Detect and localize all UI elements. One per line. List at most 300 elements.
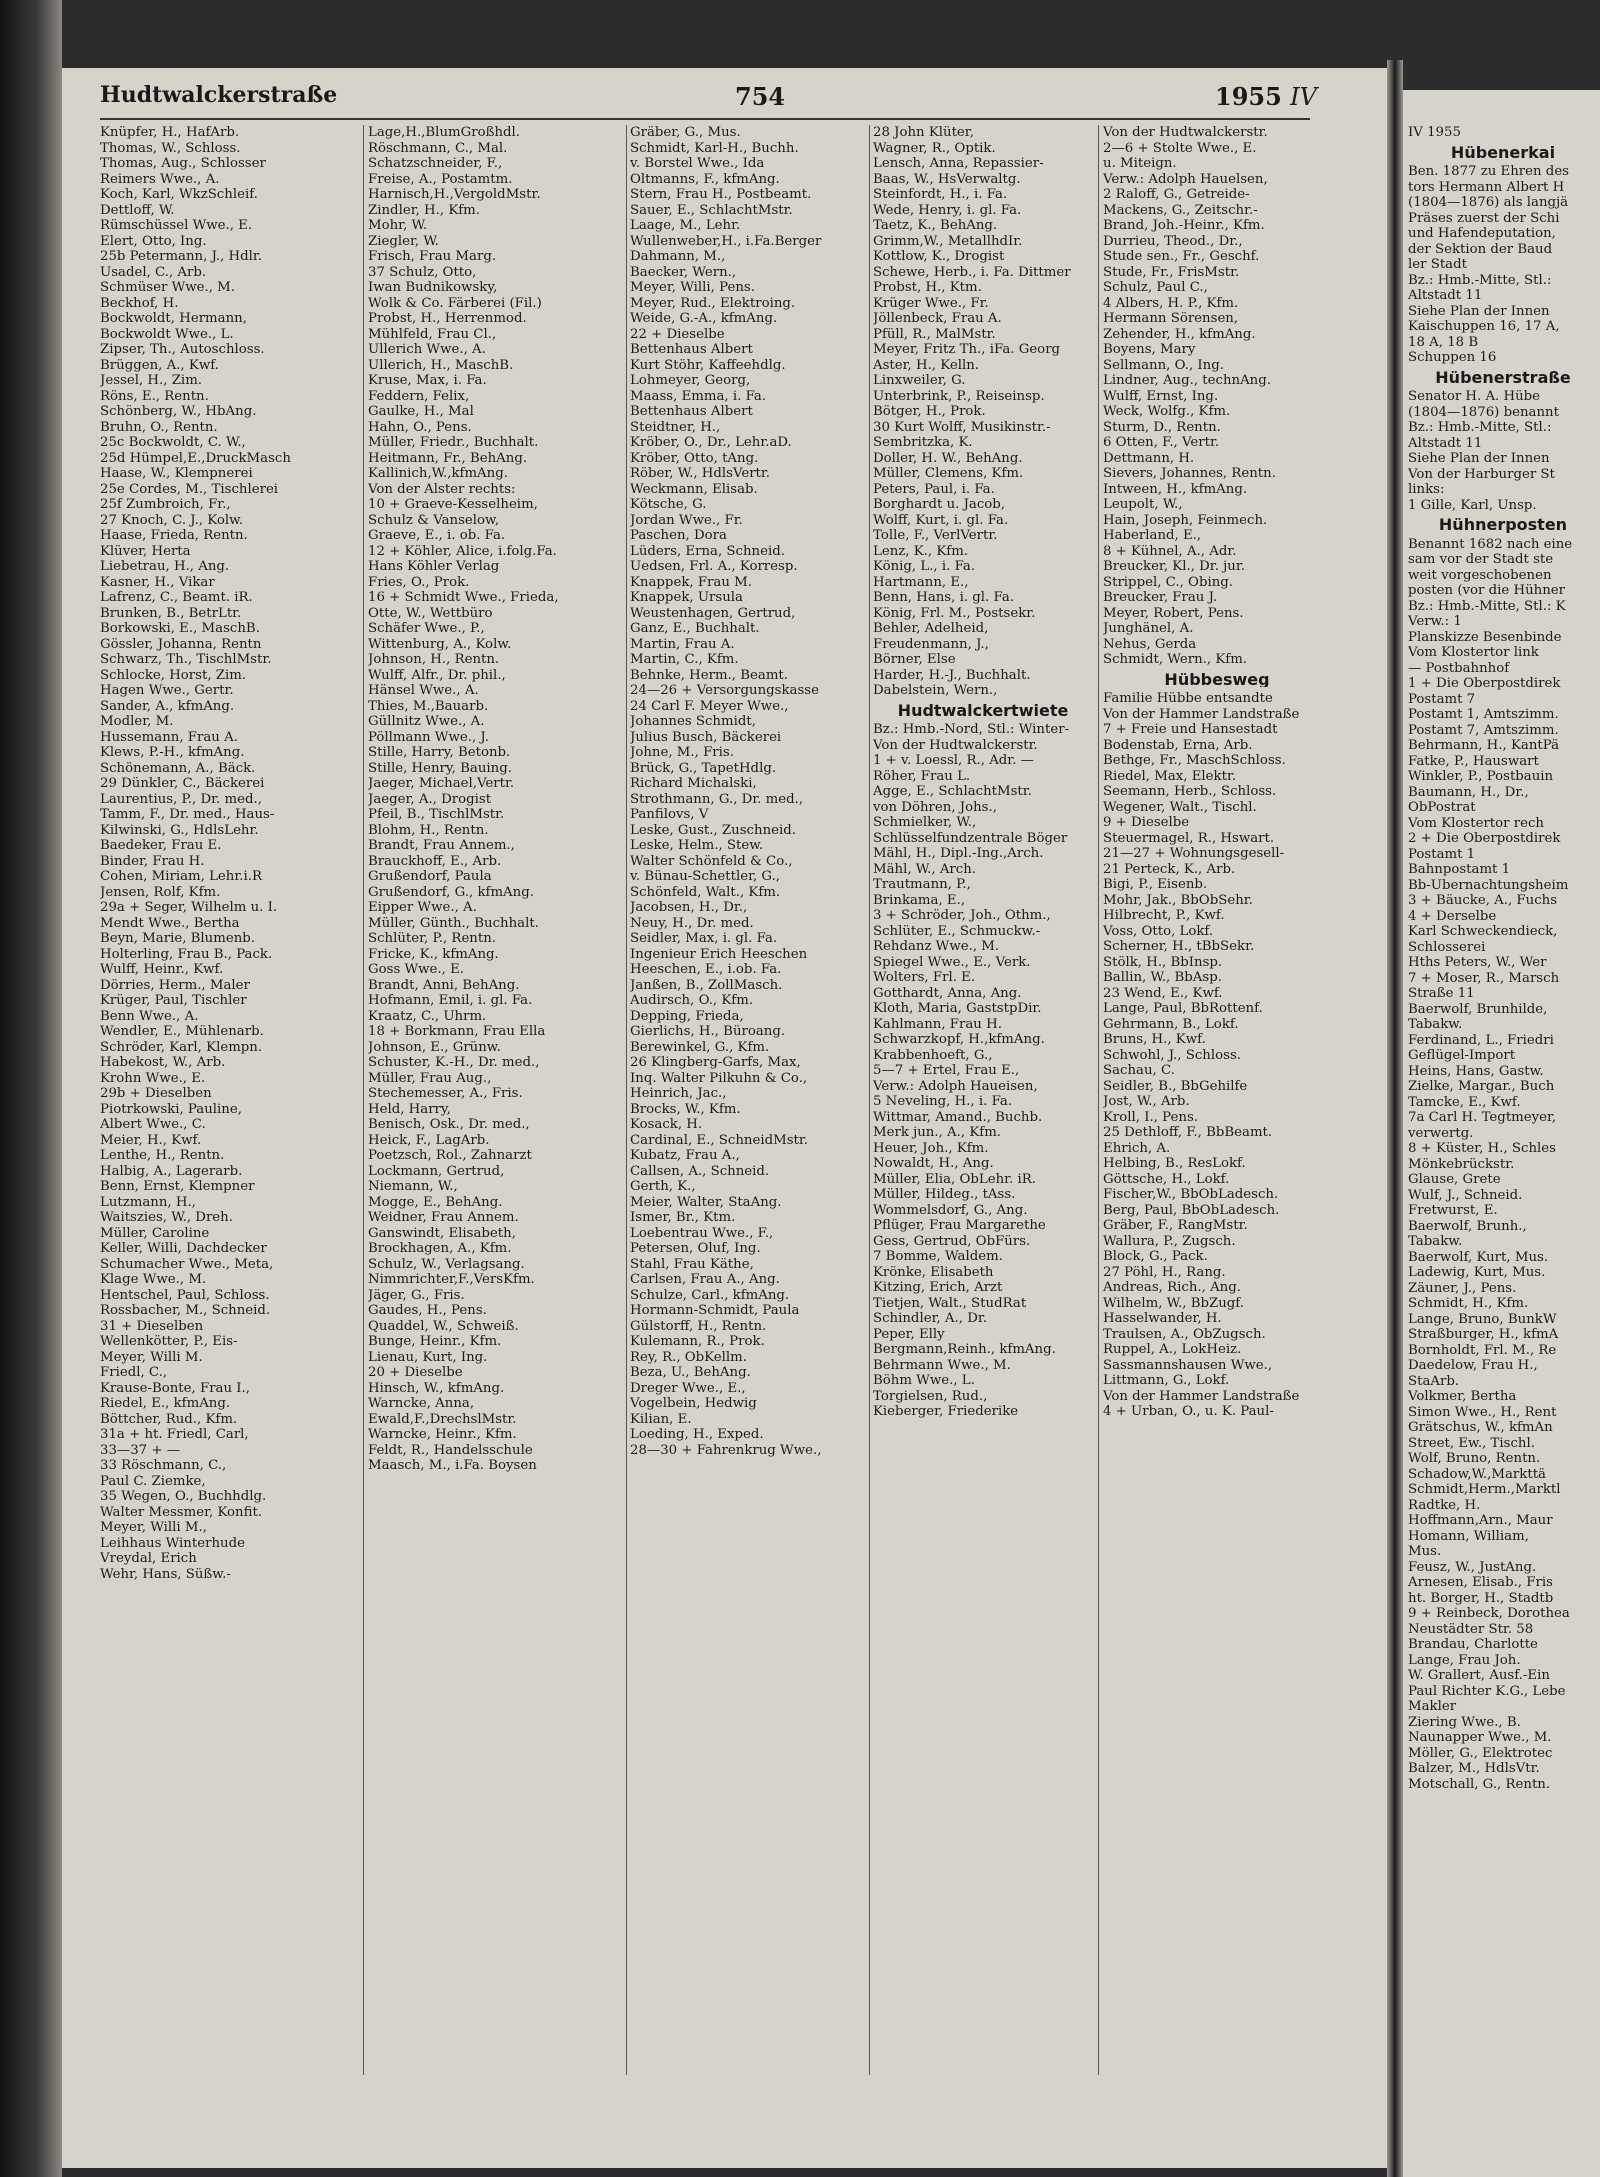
directory-entry: (1804—1876) benannt [1408, 404, 1559, 420]
directory-entry: Leske, Helm., Stew. [630, 838, 764, 853]
directory-entry: Mus. [1408, 1544, 1442, 1559]
directory-entry: Taetz, K., BehAng. [873, 218, 998, 233]
directory-entry: Postamt 1 [1408, 846, 1476, 862]
directory-entry: Bahnpostamt 1 [1408, 862, 1511, 877]
directory-entry: Schwarzkopf, H.,kfmAng. [873, 1032, 1045, 1047]
directory-entry: Brinkama, E., [873, 892, 966, 908]
directory-entry: Tabakw. [1408, 1017, 1463, 1032]
directory-entry: Krause-Bonte, Frau I., [100, 1380, 250, 1396]
directory-entry: Hahn, O., Pens. [368, 419, 472, 435]
directory-entry: Kaischuppen 16, 17 A, [1408, 319, 1560, 334]
directory-entry: Bettenhaus Albert [630, 404, 753, 419]
directory-entry: Tolle, F., VerlVertr. [873, 528, 998, 543]
directory-entry: Ingenieur Erich Heeschen [630, 946, 808, 962]
directory-entry: Eipper Wwe., A. [368, 900, 477, 915]
directory-entry: Kubatz, Frau A., [630, 1148, 740, 1163]
directory-entry: Von der Hudtwalckerstr. [1103, 125, 1268, 140]
directory-entry: Breucker, Kl., Dr. jur. [1103, 559, 1245, 574]
directory-entry: Pfeil, B., TischlMstr. [368, 807, 505, 822]
directory-entry: Aster, H., Kelln. [873, 357, 980, 373]
directory-entry: Haase, Frieda, Rentn. [100, 528, 248, 543]
directory-entry: Kitzing, Erich, Arzt [873, 1280, 1003, 1295]
directory-entry: Schlüter, E., Schmuckw.- [873, 923, 1041, 939]
directory-entry: Röher, Frau L. [873, 768, 971, 784]
directory-entry: Volkmer, Bertha [1408, 1389, 1517, 1404]
directory-entry: Rehdanz Wwe., M. [873, 939, 1000, 954]
directory-entry: 37 Schulz, Otto, [368, 264, 477, 280]
directory-entry: 25e Cordes, M., Tischlerei [100, 481, 279, 497]
directory-entry: Sassmannshausen Wwe., [1103, 1357, 1273, 1373]
directory-entry: Motschall, G., Rentn. [1408, 1776, 1551, 1792]
directory-entry: 35 Wegen, O., Buchhdlg. [100, 1489, 267, 1504]
directory-entry: Vom Klostertor rech [1408, 815, 1544, 831]
directory-entry: Schatzschneider, F., [368, 156, 503, 171]
directory-entry: 4 + Urban, O., u. K. Paul- [1103, 1404, 1274, 1419]
directory-entry: weit vorgeschobenen [1408, 567, 1552, 583]
directory-entry: Fricke, K., kfmAng. [368, 946, 499, 962]
directory-entry: Nowaldt, H., Ang. [873, 1156, 994, 1171]
directory-entry: Walter Messmer, Konfit. [100, 1504, 263, 1520]
directory-entry: Weidner, Frau Annem. [368, 1210, 519, 1225]
directory-entry: 2 Raloff, G., Getreide- [1103, 187, 1250, 202]
directory-entry: Halbig, A., Lagerarb. [100, 1163, 243, 1179]
directory-entry: Bigi, P., Eisenb. [1103, 877, 1208, 892]
directory-column-4 [873, 125, 1093, 2085]
directory-entry: Kasner, H., Vikar [100, 574, 215, 590]
directory-entry: Meyer, Willi M. [100, 1349, 203, 1365]
directory-entry: 31 + Dieselben [100, 1318, 204, 1334]
directory-entry: Panfilovs, V [630, 807, 709, 822]
directory-entry: Wulf, J., Schneid. [1408, 1187, 1523, 1203]
directory-entry: Baerwolf, Brunh., [1408, 1218, 1527, 1234]
directory-entry: Meyer, Willi, Pens. [630, 280, 755, 295]
page-gutter [1387, 60, 1403, 2177]
directory-entry: Meyer, Willi M., [100, 1520, 207, 1535]
directory-entry: Loeding, H., Exped. [630, 1427, 764, 1442]
directory-entry: Bockwoldt Wwe., L. [100, 326, 234, 342]
directory-entry: Kilwinski, G., HdlsLehr. [100, 822, 259, 838]
directory-entry: Bunge, Heinr., Kfm. [368, 1334, 502, 1349]
directory-entry: Meyer, Robert, Pens. [1103, 605, 1244, 621]
directory-entry: Janßen, B., ZollMasch. [630, 977, 783, 993]
directory-entry: Kieberger, Friederike [873, 1404, 1019, 1419]
directory-entry: Gaudes, H., Pens. [368, 1303, 487, 1318]
directory-entry: Steidtner, H., [630, 419, 721, 435]
directory-entry: Wolters, Frl. E. [873, 970, 976, 985]
directory-entry: Brocks, W., Kfm. [630, 1101, 741, 1117]
directory-entry: Feusz, W., JustAng. [1408, 1559, 1537, 1575]
directory-entry: Brauckhoff, E., Arb. [368, 853, 502, 869]
directory-entry: Grußendorf, G., kfmAng. [368, 884, 534, 900]
directory-entry: Seidler, Max, i. gl. Fa. [630, 931, 778, 946]
directory-entry: Schröder, Karl, Klempn. [100, 1039, 263, 1055]
directory-entry: Nehus, Gerda [1103, 636, 1197, 652]
directory-entry: Steuermagel, R., Hswart. [1103, 830, 1275, 846]
directory-entry: Tamcke, E., Kwf. [1408, 1094, 1521, 1110]
directory-entry: Schmidt, Wern., Kfm. [1103, 652, 1248, 667]
directory-entry: Oltmanns, F., kfmAng. [630, 171, 780, 187]
directory-entry: 16 + Schmidt Wwe., Frieda, [368, 590, 559, 605]
directory-entry: Klüver, Herta [100, 543, 191, 559]
directory-entry: Naunapper Wwe., M. [1408, 1730, 1552, 1745]
directory-entry: Friedl, C., [100, 1365, 168, 1380]
directory-entry: Rümschüssel Wwe., E. [100, 218, 253, 233]
directory-entry: Mohr, W. [368, 218, 428, 233]
directory-entry: Jäger, G., Fris. [368, 1287, 465, 1303]
directory-entry: 25b Petermann, J., Hdlr. [100, 249, 263, 264]
directory-entry: 25f Zumbroich, Fr., [100, 497, 231, 512]
directory-entry: Verw.: Adolph Hauelsen, [1103, 171, 1268, 187]
directory-entry: Harnisch,H.,VergoldMstr. [368, 187, 541, 202]
directory-entry: Bruhn, O., Rentn. [100, 419, 218, 435]
directory-entry: Neustädter Str. 58 [1408, 1621, 1534, 1637]
directory-entry: Dreger Wwe., E., [630, 1380, 746, 1396]
directory-entry: Mackens, G., Zeitschr.- [1103, 202, 1258, 218]
directory-entry: König, L., i. Fa. [873, 559, 976, 574]
directory-entry: Baerwolf, Kurt, Mus. [1408, 1249, 1549, 1265]
directory-entry: Bethge, Fr., MaschSchloss. [1103, 753, 1286, 768]
directory-entry: Borghardt u. Jacob, [873, 497, 1006, 512]
directory-entry: Ganz, E., Buchhalt. [630, 621, 760, 636]
directory-entry: Goss Wwe., E. [368, 962, 465, 977]
directory-entry: Kötsche, G. [630, 497, 707, 512]
directory-entry: Kottlow, K., Drogist [873, 249, 1005, 264]
directory-entry: Winkler, P., Postbauin [1408, 769, 1554, 784]
directory-entry: Frisch, Frau Marg. [368, 249, 497, 264]
directory-entry: Mähl, H., Dipl.-Ing.,Arch. [873, 846, 1044, 861]
directory-entry: Senator H. A. Hübe [1408, 389, 1541, 404]
directory-entry: Schwohl, J., Schloss. [1103, 1047, 1242, 1063]
year-section-header [1215, 82, 1317, 111]
directory-entry: Schumacher Wwe., Meta, [100, 1256, 274, 1272]
directory-entry: 3 + Schröder, Joh., Othm., [873, 908, 1051, 923]
directory-entry: Sembritzka, K. [873, 435, 973, 450]
directory-entry: Lienau, Kurt, Ing. [368, 1349, 488, 1365]
directory-entry: Merk jun., A., Kfm. [873, 1125, 1002, 1140]
directory-entry: Möller, G., Elektrotec [1408, 1745, 1553, 1761]
directory-entry: Quaddel, W., Schweiß. [368, 1318, 519, 1334]
directory-entry: 23 Wend, E., Kwf. [1103, 985, 1223, 1001]
directory-entry: Piotrkowski, Pauline, [100, 1101, 242, 1117]
directory-entry: 33 Röschmann, C., [100, 1458, 227, 1473]
directory-entry: Gaulke, H., Mal [368, 404, 474, 419]
directory-entry: Meyer, Rud., Elektroing. [630, 295, 796, 311]
directory-entry: IV 1955 [1408, 125, 1461, 140]
directory-entry: Benisch, Osk., Dr. med., [368, 1117, 530, 1132]
directory-entry: Trautmann, P., [873, 877, 971, 892]
directory-entry: Holterling, Frau B., Pack. [100, 946, 273, 962]
directory-entry: 1 Gille, Karl, Unsp. [1408, 497, 1537, 513]
directory-entry: Schlüter, P., Rentn. [368, 931, 497, 946]
directory-entry: Müller, Caroline [100, 1225, 210, 1241]
directory-entry: Siehe Plan der Innen [1408, 451, 1550, 466]
directory-entry: Schmielker, W., [873, 815, 977, 830]
directory-entry: Linxweiler, G. [873, 373, 966, 388]
directory-entry: Nimmrichter,F.,VersKfm. [368, 1272, 535, 1287]
directory-entry: Schönberg, W., HbAng. [100, 404, 257, 419]
directory-entry: Callsen, A., Schneid. [630, 1163, 770, 1179]
directory-entry: Röschmann, C., Mal. [368, 140, 508, 156]
directory-entry: 2—6 + Stolte Wwe., E. [1103, 140, 1257, 156]
directory-entry: Stude sen., Fr., Geschf. [1103, 249, 1260, 264]
directory-entry: Vogelbein, Hedwig [630, 1396, 757, 1411]
directory-entry: Strothmann, G., Dr. med., [630, 791, 804, 807]
directory-entry: Schulz, W., Verlagsang. [368, 1256, 525, 1272]
directory-entry: Güllnitz Wwe., A. [368, 714, 485, 729]
directory-entry: Doller, H. W., BehAng. [873, 450, 1023, 466]
directory-entry: Blohm, H., Rentn. [368, 822, 489, 838]
directory-entry: Sachau, C. [1103, 1063, 1175, 1078]
directory-entry: Kröber, Otto, tAng. [630, 450, 759, 466]
directory-entry: Schulze, Carl., kfmAng. [630, 1287, 790, 1303]
directory-entry: Ziegler, W. [368, 233, 439, 249]
directory-entry: Bz.: Hmb.-Nord, Stl.: Winter- [873, 722, 1070, 737]
directory-entry: Wolff, Kurt, i. gl. Fa. [873, 512, 1009, 528]
directory-entry: 33—37 + — [100, 1442, 181, 1458]
directory-entry: Kurt Stöhr, Kaffeehdlg. [630, 357, 786, 373]
directory-entry: v. Borstel Wwe., Ida [630, 156, 765, 171]
directory-entry: Verw.: 1 [1408, 614, 1462, 629]
directory-entry: Hussemann, Frau A. [100, 729, 238, 745]
directory-entry: Hagen Wwe., Gertr. [100, 683, 234, 698]
directory-entry: Von der Hammer Landstraße [1103, 1388, 1300, 1404]
directory-entry: Schlocke, Horst, Zim. [100, 667, 247, 683]
directory-entry: Hofmann, Emil, i. gl. Fa. [368, 993, 533, 1008]
directory-entry: Schmidt, Karl-H., Buchh. [630, 140, 799, 156]
directory-entry: Krönke, Elisabeth [873, 1264, 994, 1280]
directory-entry: Wulff, Heinr., Kwf. [100, 962, 224, 977]
directory-entry: Johnson, H., Rentn. [368, 652, 500, 667]
directory-entry: Göttsche, H., Lokf. [1103, 1171, 1230, 1187]
directory-entry: Siehe Plan der Innen [1408, 303, 1550, 319]
directory-entry: Liebetrau, H., Ang. [100, 559, 230, 574]
directory-entry: Wolk & Co. Färberei (Fil.) [368, 295, 542, 311]
directory-entry: Balzer, M., HdlsVtr. [1408, 1761, 1540, 1776]
directory-entry: Böttcher, Rud., Kfm. [100, 1411, 238, 1427]
directory-entry: Bb-Übernachtungsheim [1408, 877, 1569, 893]
directory-entry: Arnesen, Elisab., Fris [1408, 1575, 1553, 1590]
directory-entry: Lenz, K., Kfm. [873, 543, 969, 559]
directory-entry: Postamt 1, Amtszimm. [1408, 707, 1559, 722]
directory-entry: Geflügel-Import [1408, 1048, 1516, 1063]
directory-entry: Weustenhagen, Gertrud, [630, 605, 796, 621]
street-section-heading: Hübenerstraße [1435, 369, 1571, 385]
directory-entry: Simon Wwe., H., Rent [1408, 1404, 1557, 1420]
directory-entry: Ismer, Br., Ktm. [630, 1210, 736, 1225]
directory-entry: tors Hermann Albert H [1408, 179, 1565, 195]
directory-entry: Ben. 1877 zu Ehren des [1408, 164, 1570, 179]
directory-entry: 27 Pöhl, H., Rang. [1103, 1264, 1226, 1280]
directory-entry: der Sektion der Baud [1408, 241, 1553, 257]
directory-entry: Pfüll, R., MalMstr. [873, 326, 996, 342]
directory-entry: Grätschus, W., kfmAn [1408, 1420, 1553, 1435]
directory-entry: Schmidt, H., Kfm. [1408, 1296, 1529, 1311]
directory-entry: Kosack, H. [630, 1117, 703, 1132]
directory-entry: Pöllmann Wwe., J. [368, 729, 489, 745]
directory-entry: Otte, W., Wettbüro [368, 605, 493, 621]
directory-entry: Bettenhaus Albert [630, 342, 753, 357]
directory-entry: Steinfordt, H., i. Fa. [873, 187, 1008, 202]
directory-entry: 3 + Bäucke, A., Fuchs [1408, 893, 1558, 908]
directory-entry: Depping, Frieda, [630, 1008, 744, 1024]
directory-entry: 1 + v. Loessl, R., Adr. — [873, 753, 1034, 768]
book-spine-shadow [0, 0, 62, 2177]
directory-entry: Schindler, A., Dr. [873, 1311, 987, 1326]
directory-entry: Neuy, H., Dr. med. [630, 915, 754, 931]
directory-entry: 27 Knoch, C. J., Kolw. [100, 512, 244, 528]
directory-entry: Schulz, Paul C., [1103, 280, 1208, 295]
directory-entry: Peper, Elly [873, 1326, 945, 1342]
directory-entry: Müller, Elia, ObLehr. iR. [873, 1171, 1037, 1187]
directory-entry: Agge, E., SchlachtMstr. [873, 784, 1032, 799]
directory-entry: Mühlfeld, Frau Cl., [368, 326, 497, 342]
directory-entry: Loebentrau Wwe., F., [630, 1225, 774, 1241]
directory-entry: Usadel, C., Arb. [100, 264, 207, 280]
directory-entry: Mohr, Jak., BbObSehr. [1103, 892, 1253, 908]
directory-entry: v. Bünau-Schettler, G., [630, 869, 781, 884]
directory-entry: Von der Harburger St [1408, 466, 1555, 482]
directory-entry: Jessel, H., Zim. [100, 373, 203, 388]
directory-entry: Knappek, Frau M. [630, 574, 752, 590]
directory-entry: Maass, Emma, i. Fa. [630, 388, 767, 404]
directory-entry: Ullerich Wwe., A. [368, 342, 486, 357]
directory-entry: Gössler, Johanna, Rentn [100, 636, 262, 652]
directory-entry: Knappek, Ursula [630, 590, 743, 605]
directory-entry: Breucker, Frau J. [1103, 590, 1218, 605]
directory-entry: Wommelsdorf, G., Ang. [873, 1202, 1028, 1218]
directory-entry: Hilbrecht, P., Kwf. [1103, 908, 1225, 923]
directory-entry: Feddern, Felix, [368, 388, 470, 404]
directory-entry: Brockhagen, A., Kfm. [368, 1241, 512, 1256]
directory-entry: Ruppel, A., LokHeiz. [1103, 1342, 1242, 1357]
directory-entry: Röber, W., HdlsVertr. [630, 466, 771, 481]
directory-entry: Bz.: Hmb.-Mitte, Stl.: [1408, 272, 1552, 288]
directory-entry: Martin, C., Kfm. [630, 652, 739, 667]
directory-entry: sam vor der Stadt ste [1408, 552, 1554, 567]
directory-entry: Stille, Harry, Betonb. [368, 745, 511, 760]
directory-entry: Lenthe, H., Rentn. [100, 1148, 225, 1163]
directory-entry: 7 + Freie und Hansestadt [1103, 722, 1278, 737]
directory-entry: Jordan Wwe., Fr. [630, 512, 743, 528]
directory-entry: Hinsch, W., kfmAng. [368, 1380, 505, 1396]
directory-entry: Tietjen, Walt., StudRat [873, 1295, 1027, 1311]
directory-entry: Heitmann, Fr., BehAng. [368, 450, 528, 466]
directory-entry: 28—30 + Fahrenkrug Wwe., [630, 1442, 822, 1458]
directory-entry: Ferdinand, L., Friedri [1408, 1032, 1554, 1048]
directory-entry: Wehr, Hans, Süßw.- [100, 1566, 231, 1582]
directory-entry: Johne, M., Fris. [630, 745, 734, 760]
directory-entry: Carlsen, Frau A., Ang. [630, 1272, 780, 1287]
directory-entry: Graeve, E., i. ob. Fa. [368, 528, 506, 543]
directory-entry: Seidler, B., BbGehilfe [1103, 1078, 1248, 1094]
directory-entry: 24 Carl F. Meyer Wwe., [630, 698, 789, 714]
directory-entry: Haase, W., Klempnerei [100, 466, 253, 481]
directory-entry: Wendler, E., Mühlenarb. [100, 1024, 264, 1039]
directory-column-1 [100, 125, 380, 2085]
directory-entry: Zindler, H., Kfm. [368, 202, 481, 218]
directory-entry: Schewe, Herb., i. Fa. Dittmer [873, 264, 1071, 280]
directory-entry: Grimm,W., MetallhdIr. [873, 233, 1023, 249]
directory-entry: Brandt, Anni, BehAng. [368, 977, 520, 993]
directory-entry: Hans Köhler Verlag [368, 559, 500, 574]
directory-entry: 28 John Klüter, [873, 125, 974, 140]
directory-entry: und Hafendeputation, [1408, 226, 1556, 241]
directory-entry: Dabelstein, Wern., [873, 683, 998, 698]
directory-entry: Wagner, R., Optik. [873, 140, 996, 156]
directory-entry: Rossbacher, M., Schneid. [100, 1303, 271, 1318]
directory-entry: Wellenkötter, P., Eis- [100, 1334, 238, 1349]
directory-entry: Lange, Bruno, BunkW [1408, 1311, 1557, 1327]
directory-entry: Bz.: Hmb.-Mitte, Stl.: [1408, 420, 1552, 435]
directory-entry: Verw.: Adolph Haueisen, [873, 1078, 1038, 1094]
directory-entry: Elert, Otto, Ing. [100, 233, 207, 249]
directory-entry: von Döhren, Johs., [873, 799, 997, 815]
directory-entry: posten (vor die Hühner [1408, 583, 1566, 598]
directory-entry: Berewinkel, G., Kfm. [630, 1039, 770, 1055]
section-number: IV [1290, 83, 1317, 111]
directory-entry: 8 + Küster, H., Schles [1408, 1141, 1556, 1156]
directory-entry: Thies, M.,Bauarb. [368, 698, 489, 714]
directory-entry: Audirsch, O., Kfm. [630, 993, 754, 1008]
directory-entry: Postamt 7, Amtszimm. [1408, 722, 1559, 738]
directory-entry: 2 + Die Oberpostdirek [1408, 831, 1561, 846]
directory-entry: Traulsen, A., ObZugsch. [1103, 1326, 1266, 1342]
directory-entry: Zehender, H., kfmAng. [1103, 326, 1256, 342]
directory-entry: Hermann Sörensen, [1103, 311, 1239, 326]
directory-entry: Lange, Frau Joh. [1408, 1652, 1521, 1668]
directory-entry: Von der Hammer Landstraße [1103, 706, 1300, 722]
directory-entry: Kroll, I., Pens. [1103, 1109, 1199, 1125]
directory-entry: Jacobsen, H., Dr., [630, 900, 748, 915]
directory-entry: 18 A, 18 B [1408, 334, 1479, 350]
directory-entry: 10 + Graeve-Kesselheim, [368, 497, 538, 512]
directory-entry: Fischer,W., BbObLadesch. [1103, 1187, 1279, 1202]
directory-entry: Müller, Hildeg., tAss. [873, 1187, 1016, 1202]
directory-entry: Lensch, Anna, Repassier- [873, 156, 1044, 171]
directory-entry: Heeschen, E., i.ob. Fa. [630, 962, 782, 977]
directory-entry: Benn, Hans, i. gl. Fa. [873, 590, 1014, 605]
directory-entry: Schulz & Vanselow, [368, 512, 500, 528]
directory-entry: Scherner, H., tBbSekr. [1103, 939, 1255, 954]
directory-entry: 25 Dethloff, F., BbBeamt. [1103, 1125, 1273, 1140]
directory-entry: Reimers Wwe., A. [100, 171, 220, 187]
directory-entry: Seemann, Herb., Schloss. [1103, 784, 1277, 799]
directory-entry: Wilhelm, W., BbZugf. [1103, 1295, 1244, 1311]
directory-entry: Schadow,W.,Markttä [1408, 1466, 1546, 1482]
directory-entry: Krüger, Paul, Tischler [100, 993, 247, 1008]
directory-entry: Sievers, Johannes, Rentn. [1103, 466, 1276, 481]
directory-entry: Pflüger, Frau Margarethe [873, 1218, 1046, 1233]
directory-entry: Julius Busch, Bäckerei [630, 729, 782, 745]
directory-entry: Gotthardt, Anna, Ang. [873, 985, 1022, 1001]
directory-entry: Schönemann, A., Bäck. [100, 760, 256, 776]
directory-entry: Cardinal, E., SchneidMstr. [630, 1132, 809, 1148]
directory-entry: Intween, H., kfmAng. [1103, 481, 1248, 497]
directory-entry: Hartmann, E., [873, 574, 969, 590]
directory-entry: Ehrich, A. [1103, 1140, 1171, 1156]
directory-entry: Dettloff, W. [100, 202, 175, 218]
directory-entry: Spiegel Wwe., E., Verk. [873, 954, 1031, 970]
directory-entry: Ziering Wwe., B. [1408, 1714, 1521, 1730]
directory-entry: Baumann, H., Dr., [1408, 784, 1529, 800]
column-divider [1098, 125, 1099, 2075]
directory-entry: Thomas, W., Schloss. [100, 140, 241, 156]
directory-entry: Probst, H., Ktm. [873, 280, 982, 295]
directory-entry: 6 Otten, F., Vertr. [1103, 435, 1220, 450]
directory-entry: Beyn, Marie, Blumenb. [100, 931, 256, 946]
directory-entry: Bruns, H., Kwf. [1103, 1032, 1206, 1047]
directory-entry: 24—26 + Versorgungskasse [630, 683, 819, 698]
